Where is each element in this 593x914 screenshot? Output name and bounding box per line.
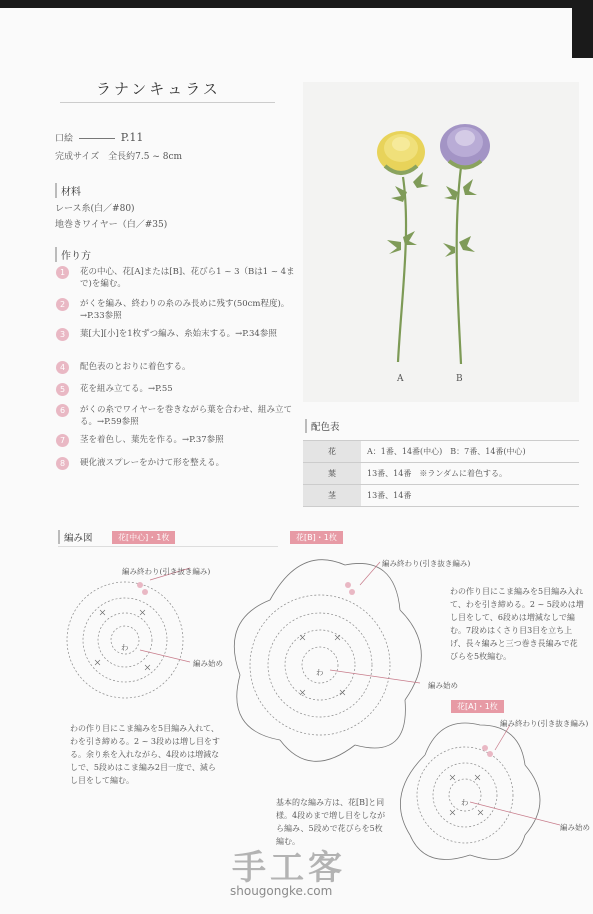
note-center: わの作り目にこま編みを5目編み入れて、わを引き締める。2 ~ 3段めは増し目をする。余り糸を入れながら、4段めは増減なしで、5段めはこま編み2目一度で、減らし目をして編む。	[70, 724, 220, 785]
table-row-head: 葉	[303, 463, 361, 485]
step-item	[59, 298, 295, 322]
tag-flower-center: 花[中心]・1枚	[112, 531, 175, 544]
tag-flower-b: 花[B]・1枚	[290, 531, 343, 544]
table-row-value: 13番、14番	[361, 485, 579, 507]
diagram-heading: 編み図	[58, 530, 93, 544]
note-flower-a: 基本的な編み方は、花[B]と同様。4段めまで増し目をしながら編み、5段めで花びらを5枚編む。	[276, 798, 386, 846]
start-label-center: 編み始め	[193, 659, 223, 668]
table-row	[303, 485, 579, 507]
step-text: 花の中心、花[A]または[B]、花びら1 ~ 3（Bは1 ~ 4まで)を編む。	[80, 267, 295, 289]
kuchie-page: P.11	[120, 131, 144, 144]
color-table	[303, 440, 579, 507]
table-row-head: 茎	[303, 485, 361, 507]
step-item	[59, 404, 295, 428]
step-text: がくを編み、終わりの糸のみ長めに残す(50cm程度)。→P.33参照	[80, 299, 290, 321]
tag-flower-a: 花[A]・1枚	[451, 700, 504, 713]
step-text: 葉[大][小]を1枚ずつ編み、糸始末する。→P.34参照	[80, 329, 277, 339]
flower-photo	[303, 82, 579, 402]
kuchie-rule	[79, 138, 115, 139]
step-item	[59, 457, 295, 469]
ranunculus-photo-illustration	[303, 82, 579, 402]
table-row	[303, 441, 579, 463]
step-item	[59, 434, 295, 446]
photo-label-b: B	[456, 374, 463, 384]
table-row-value: A：1番、14番(中心) B：7番、14番(中心)	[361, 441, 579, 463]
size-label: 完成サイズ	[55, 152, 100, 162]
size-value: 全長約7.5 ~ 8cm	[108, 152, 183, 162]
kuchie-row	[55, 131, 143, 146]
scan-edge-right	[572, 8, 593, 58]
step-item	[59, 361, 295, 373]
photo-label-a: A	[397, 374, 404, 384]
step-text: がくの糸でワイヤーを巻きながら葉を合わせ、組み立てる。→P.59参照	[80, 405, 292, 427]
table-row-head: 花	[303, 441, 361, 463]
end-label-a: 編み終わり(引き抜き編み)	[500, 719, 589, 728]
step-text: 配色表のとおりに着色する。	[80, 362, 191, 372]
step-number: 8	[56, 457, 69, 470]
watermark-url: shougongke.com	[230, 884, 333, 898]
step-text: 花を組み立てる。→P.55	[80, 384, 173, 394]
table-row	[303, 463, 579, 485]
step-item	[59, 383, 295, 395]
ring-label-center: わ	[121, 643, 129, 652]
step-number: 3	[56, 328, 69, 341]
end-label-center: 編み終わり(引き抜き編み)	[122, 567, 211, 576]
step-number: 7	[56, 434, 69, 447]
note-flower-b: わの作り目にこま編みを5目編み入れて、わを引き締める。2 ~ 5段めは増し目をして、6段めは増減なしで編む。7段めはくさり目3目を立ち上げ、長々編みと三つ巻き長編みで花びらを5枚編む。	[450, 587, 584, 661]
title-underline	[60, 102, 275, 103]
ring-label-b: わ	[316, 668, 324, 677]
material-item: レース糸(白／#80)	[55, 204, 135, 214]
start-label-b: 編み始め	[428, 681, 458, 690]
step-item	[59, 328, 295, 340]
page-title: ラナンキュラス	[96, 80, 221, 98]
step-text: 硬化液スプレーをかけて形を整える。	[80, 458, 225, 468]
scan-edge-top	[0, 0, 593, 8]
watermark-logo: 手工客	[232, 848, 346, 888]
method-heading: 作り方	[55, 247, 91, 262]
end-label-b: 編み終わり(引き抜き編み)	[382, 559, 471, 568]
start-label-a: 編み始め	[560, 823, 590, 832]
table-row-value: 13番、14番 ※ランダムに着色する。	[361, 463, 579, 485]
kuchie-label: 口絵	[55, 134, 74, 144]
size-row	[55, 150, 182, 164]
step-number: 6	[56, 404, 69, 417]
materials-heading: 材料	[55, 183, 81, 198]
ring-label-a: わ	[461, 798, 469, 807]
step-number: 4	[56, 361, 69, 374]
color-table-heading: 配色表	[305, 419, 340, 433]
step-number: 1	[56, 266, 69, 279]
step-text: 茎を着色し、葉先を作る。→P.37参照	[80, 435, 224, 445]
material-item: 地巻きワイヤー（白／#35)	[55, 220, 168, 230]
step-item	[59, 266, 295, 290]
step-number: 5	[56, 383, 69, 396]
step-number: 2	[56, 298, 69, 311]
